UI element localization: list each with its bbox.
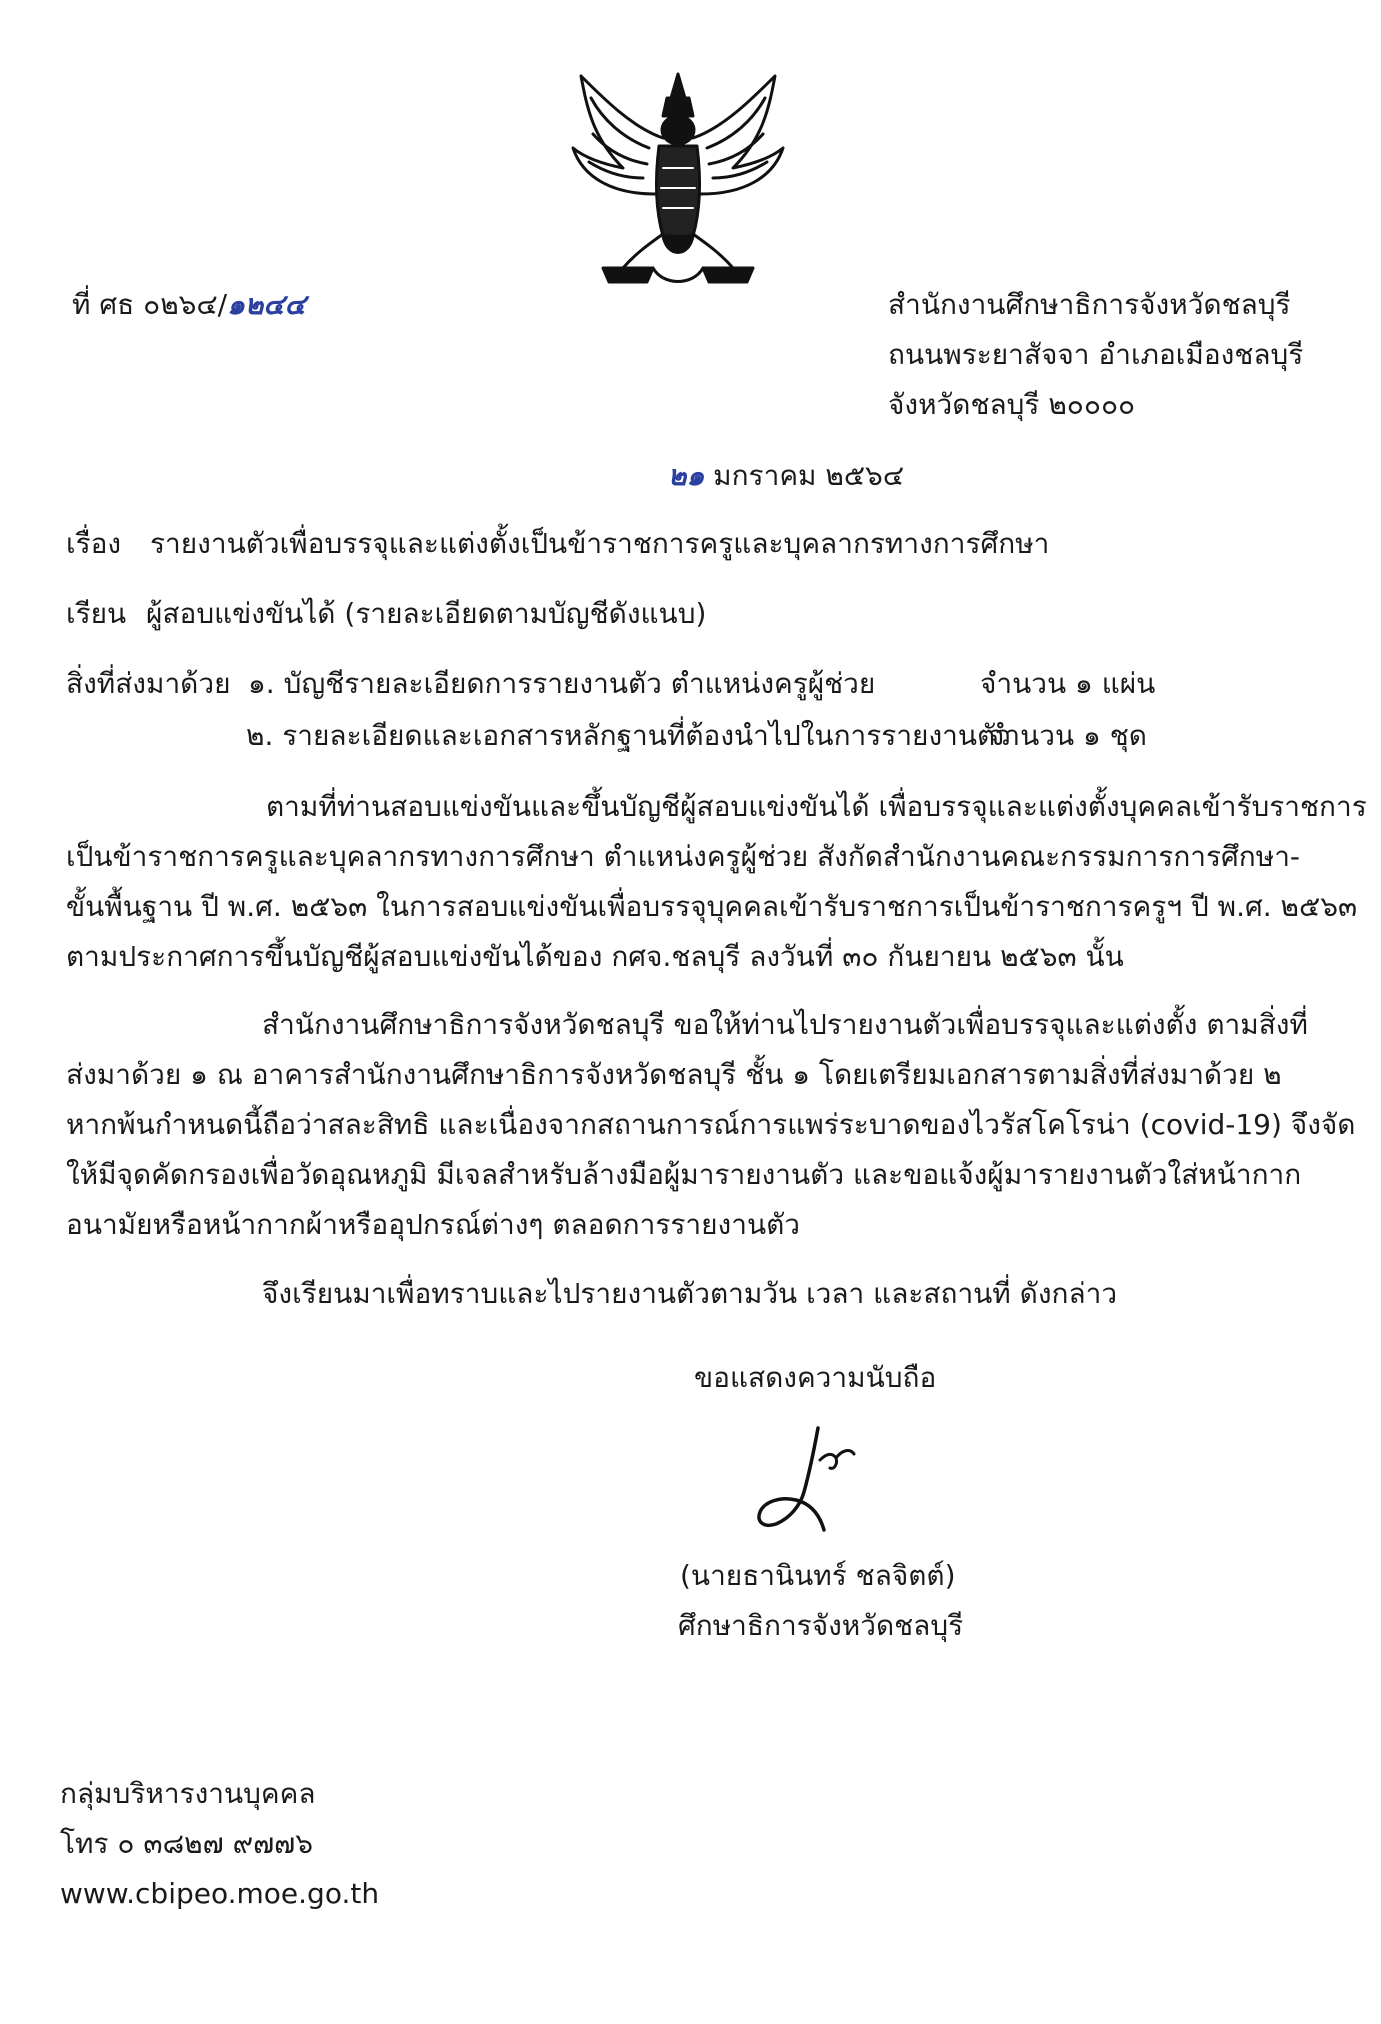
reference-prefix: ที่ ศธ ๐๒๖๔/ xyxy=(72,288,228,321)
footer-phone: โทร ๐ ๓๘๒๗ ๙๗๗๖ xyxy=(60,1827,313,1860)
office-name: สำนักงานศึกษาธิการจังหวัดชลบุรี xyxy=(888,288,1291,321)
signatory-position: ศึกษาธิการจังหวัดชลบุรี xyxy=(678,1609,964,1642)
enclosure-item-2: ๒. รายละเอียดและเอกสารหลักฐานที่ต้องนำไปในการรายงานตัว xyxy=(246,719,1011,752)
recipient-label: เรียน xyxy=(66,597,127,630)
paragraph-line: สำนักงานศึกษาธิการจังหวัดชลบุรี ขอให้ท่านไปรายงานตัวเพื่อบรรจุและแต่งตั้ง ตามสิ่งที่ xyxy=(262,1008,1308,1041)
paragraph-line: หากพ้นกำหนดนี้ถือว่าสละสิทธิ และเนื่องจากสถานการณ์การแพร่ระบาดของไวรัสโคโรน่า (covid-19) จึงจัด xyxy=(66,1108,1356,1141)
paragraph-line: ตามที่ท่านสอบแข่งขันและขึ้นบัญชีผู้สอบแข่งขันได้ เพื่อบรรจุและแต่งตั้งบุคคลเข้ารับราชการ xyxy=(266,790,1367,823)
date-month-year: มกราคม ๒๕๖๔ xyxy=(713,459,905,492)
paragraph-line: เป็นข้าราชการครูและบุคลากรทางการศึกษา ตำแหน่งครูผู้ช่วย สังกัดสำนักงานคณะกรรมการการศึกษา- xyxy=(66,840,1301,873)
office-street: ถนนพระยาสัจจา อำเภอเมืองชลบุรี xyxy=(888,338,1304,371)
paragraph-line: ขั้นพื้นฐาน ปี พ.ศ. ๒๕๖๓ ในการสอบแข่งขันเพื่อบรรจุบุคคลเข้ารับราชการเป็นข้าราชการครูฯ ปี พ.ศ. ๒๕๖๓ xyxy=(66,890,1358,923)
signatory-name: (นายธานินทร์ ชลจิตต์) xyxy=(680,1559,956,1592)
date-day-handwritten: ๒๑ xyxy=(668,459,705,492)
paragraph-line: ส่งมาด้วย ๑ ณ อาคารสำนักงานศึกษาธิการจังหวัดชลบุรี ชั้น ๑ โดยเตรียมเอกสารตามสิ่งที่ส่งมาด้วย ๒ xyxy=(66,1058,1282,1091)
subject-text: รายงานตัวเพื่อบรรจุและแต่งตั้งเป็นข้าราชการครูและบุคลากรทางการศึกษา xyxy=(150,527,1050,560)
reference-number xyxy=(72,287,306,323)
paragraph-line: ให้มีจุดคัดกรองเพื่อวัดอุณหภูมิ มีเจลสำหรับล้างมือผู้มารายงานตัว และขอแจ้งผู้มารายงานตัวใส่หน้ากาก xyxy=(66,1158,1302,1191)
reference-handwritten: ๑๒๔๔ xyxy=(227,288,306,321)
body-paragraph-1 xyxy=(66,782,1367,982)
enclosures-label: สิ่งที่ส่งมาด้วย xyxy=(66,667,231,700)
footer-website: www.cbipeo.moe.go.th xyxy=(60,1877,380,1910)
paragraph-line: ตามประกาศการขึ้นบัญชีผู้สอบแข่งขันได้ของ กศจ.ชลบุรี ลงวันที่ ๓๐ กันยายน ๒๕๖๓ นั้น xyxy=(66,940,1124,973)
letter-date xyxy=(668,458,904,494)
enclosure-qty-1: จำนวน ๑ แผ่น xyxy=(980,667,1156,700)
enclosure-item-1: ๑. บัญชีรายละเอียดการรายงานตัว ตำแหน่งครูผู้ช่วย xyxy=(248,667,876,700)
office-province: จังหวัดชลบุรี ๒๐๐๐๐ xyxy=(888,388,1136,421)
garuda-emblem-icon xyxy=(563,68,793,294)
enclosure-qty-2: จำนวน ๑ ชุด xyxy=(988,719,1147,752)
closing-salutation: ขอแสดงความนับถือ xyxy=(694,1361,937,1394)
body-paragraph-2 xyxy=(66,1000,1356,1250)
paragraph-line: อนามัยหรือหน้ากากผ้าหรืออุปกรณ์ต่างๆ ตลอดการรายงานตัว xyxy=(66,1208,800,1241)
body-paragraph-3: จึงเรียนมาเพื่อทราบและไปรายงานตัวตามวัน เวลา และสถานที่ ดังกล่าว xyxy=(262,1277,1118,1310)
recipient-text: ผู้สอบแข่งขันได้ (รายละเอียดตามบัญชีดังแนบ) xyxy=(146,597,707,630)
subject-label: เรื่อง xyxy=(66,527,122,560)
signature-icon xyxy=(750,1420,880,1540)
footer-department: กลุ่มบริหารงานบุคคล xyxy=(60,1777,316,1810)
